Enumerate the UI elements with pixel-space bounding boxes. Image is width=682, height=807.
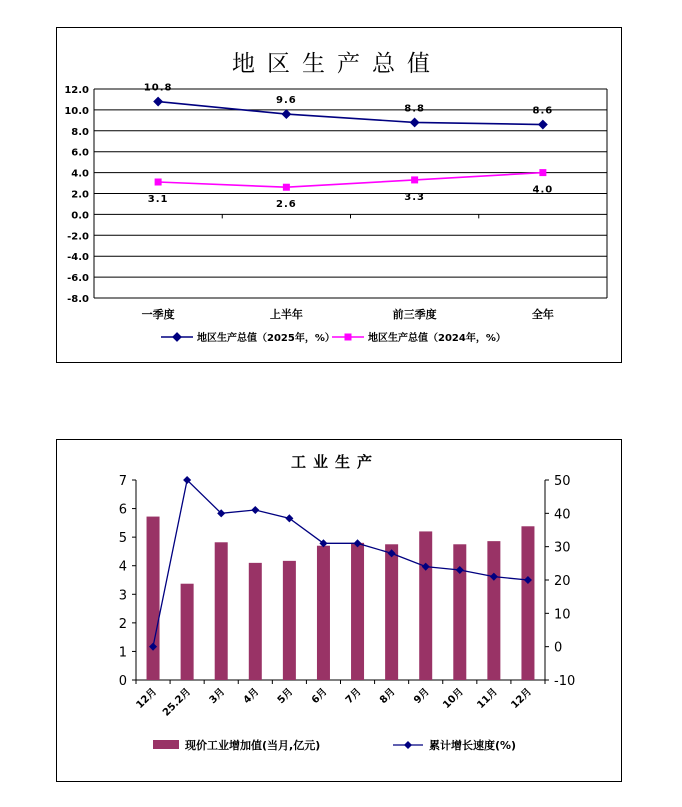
data-label: 3.3: [404, 191, 425, 203]
legend-label: 地区生产总值（2025年，%）: [197, 333, 335, 344]
y-tick-label: 7: [118, 474, 127, 489]
data-point: [154, 97, 163, 106]
data-label: 3.1: [147, 194, 169, 206]
data-label: 2.6: [276, 199, 297, 211]
industrial-chart-panel: [56, 439, 622, 782]
x-category-label: 10月: [441, 686, 466, 712]
legend-marker: [345, 334, 352, 341]
y-tick-label: 2.0: [71, 189, 89, 201]
x-category-label: 全年: [531, 308, 554, 321]
chart-title: 地区生产总值: [232, 51, 442, 77]
x-category-label: 11月: [475, 686, 500, 712]
bar: [317, 546, 330, 680]
data-label: 8.6: [532, 105, 554, 117]
y2-tick-label: 10: [554, 607, 571, 623]
x-category-label: 上半年: [269, 308, 303, 321]
y-tick-label: 4: [118, 559, 127, 575]
bar: [147, 517, 160, 680]
bar: [521, 526, 534, 680]
series-line: [153, 480, 528, 647]
y-tick-label: 0: [118, 674, 127, 689]
y2-tick-label: 0: [554, 640, 563, 656]
series-line: [158, 173, 543, 188]
data-point: [538, 120, 547, 129]
x-category-label: 一季度: [141, 308, 175, 321]
y2-tick-label: 20: [554, 574, 571, 589]
y2-tick-label: 40: [554, 507, 571, 523]
x-category-label: 25.2月: [160, 686, 194, 719]
y-tick-label: 5: [118, 531, 127, 547]
y-tick-label: -4.0: [67, 252, 89, 264]
legend-marker: [404, 741, 411, 748]
x-category-label: 9月: [412, 686, 432, 707]
y-tick-label: 12.0: [64, 85, 89, 96]
x-category-label: 3月: [207, 686, 228, 707]
series-line: [158, 102, 543, 125]
data-point: [283, 184, 290, 191]
x-category-label: 4月: [241, 686, 262, 707]
y-tick-label: 2: [118, 616, 127, 632]
data-label: 8.8: [404, 103, 425, 115]
chart-title: 工业生产: [290, 453, 380, 471]
y-tick-label: 6: [118, 502, 127, 518]
data-point: [410, 118, 419, 127]
y2-tick-label: 50: [554, 474, 571, 489]
x-category-label: 12月: [134, 686, 160, 712]
legend-marker: [173, 333, 182, 342]
y-tick-label: 1: [118, 645, 127, 661]
y-tick-label: 10.0: [64, 105, 89, 117]
x-category-label: 6月: [309, 686, 330, 707]
legend-label: 地区生产总值（2024年，%）: [368, 333, 506, 344]
gdp-chart-panel: [56, 27, 622, 363]
industrial-combo-chart: [57, 440, 623, 783]
y-tick-label: 3: [118, 588, 127, 604]
data-label: 10.8: [143, 82, 173, 94]
data-point: [282, 110, 291, 119]
data-point: [539, 169, 546, 176]
data-label: 9.6: [276, 95, 297, 107]
x-category-label: 8月: [377, 686, 398, 707]
bar: [351, 543, 364, 680]
bar: [453, 544, 466, 680]
y2-tick-label: -10: [554, 674, 576, 689]
y-tick-label: 6.0: [71, 147, 89, 159]
y-tick-label: -8.0: [67, 294, 89, 305]
legend-swatch-bar: [153, 740, 179, 749]
x-category-label: 7月: [343, 686, 364, 707]
data-label: 4.0: [532, 184, 554, 196]
bar: [487, 541, 500, 680]
x-category-label: 12月: [509, 686, 535, 712]
bar: [215, 542, 228, 680]
data-point: [252, 506, 259, 513]
legend-label: 现价工业增加值(当月,亿元): [185, 739, 321, 752]
bar: [283, 561, 296, 680]
data-point: [155, 179, 162, 186]
y2-tick-label: 30: [554, 540, 571, 556]
x-category-label: 前三季度: [392, 308, 437, 321]
bar: [385, 544, 398, 680]
bar: [419, 531, 432, 680]
y-tick-label: -6.0: [67, 273, 89, 285]
data-point: [411, 176, 418, 183]
bar: [249, 563, 262, 680]
y-tick-label: 8.0: [71, 126, 89, 138]
bar: [181, 584, 194, 680]
y-tick-label: 4.0: [71, 168, 89, 180]
y-tick-label: 0.0: [71, 210, 89, 222]
y-tick-label: -2.0: [67, 231, 89, 243]
legend-label: 累计增长速度(%): [429, 739, 517, 752]
x-category-label: 5月: [275, 686, 296, 707]
gdp-line-chart: [57, 28, 623, 364]
